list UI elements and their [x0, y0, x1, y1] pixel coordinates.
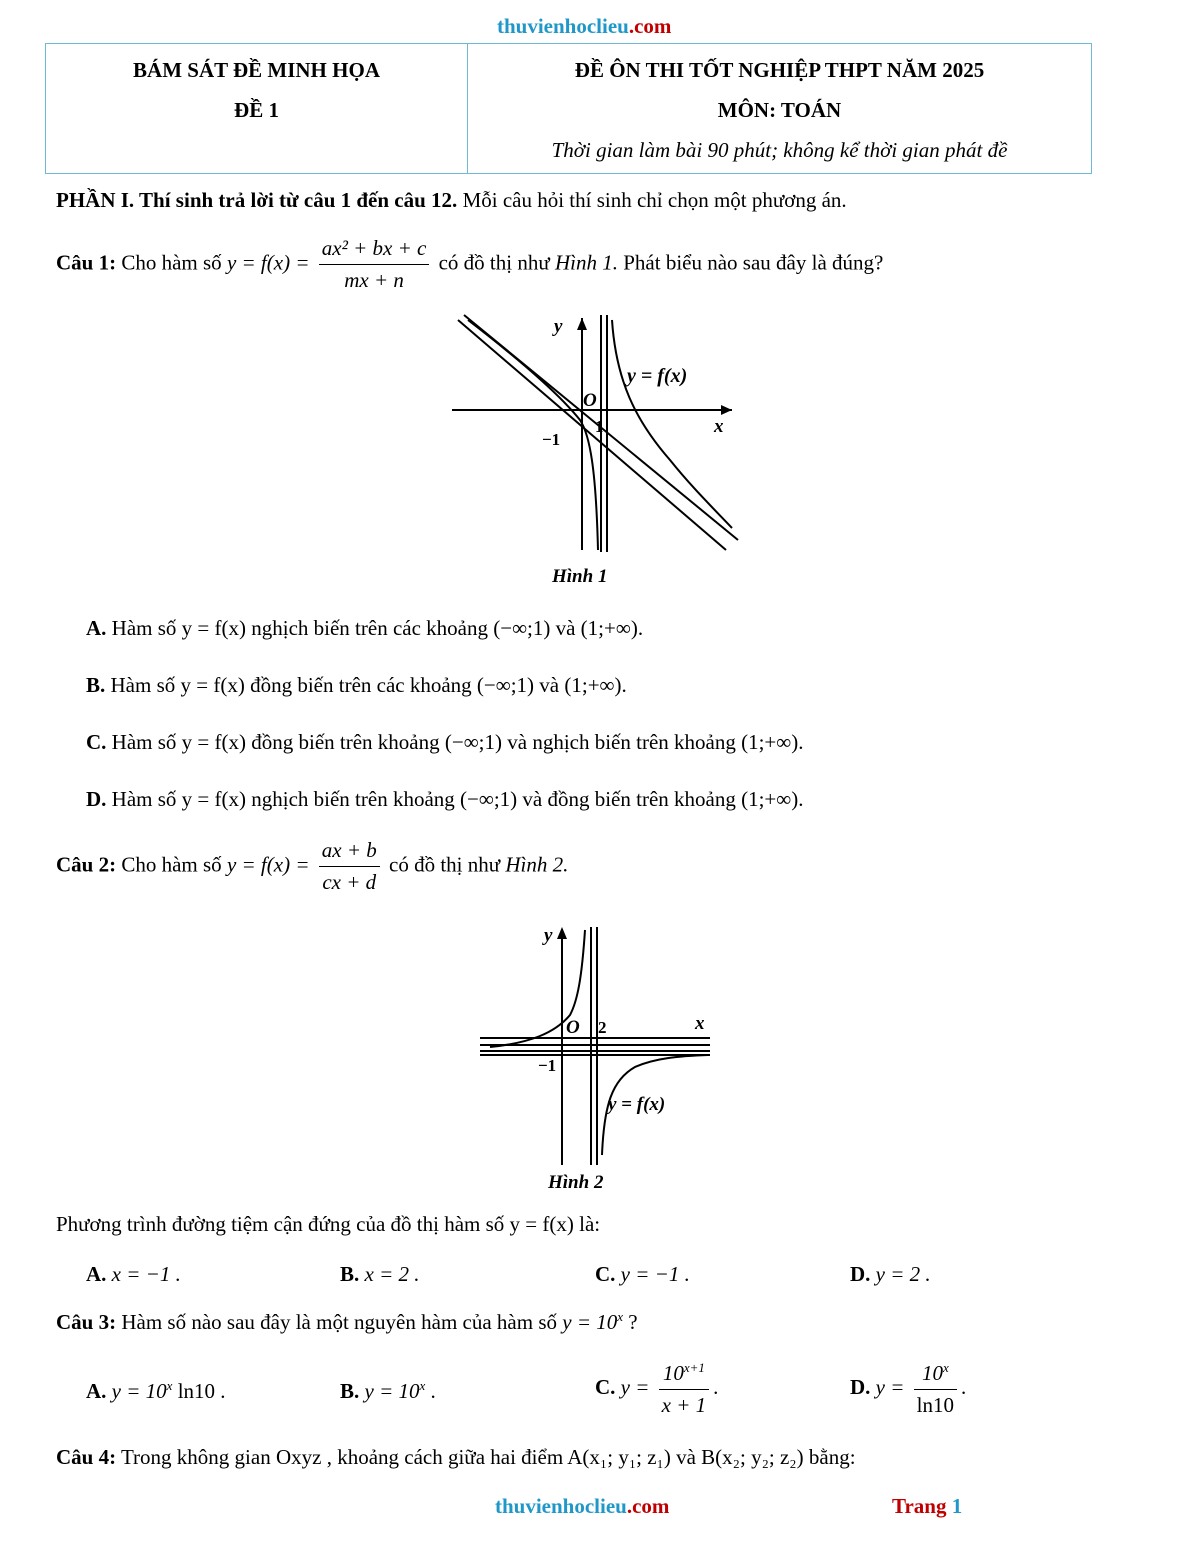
- option-b[interactable]: [86, 673, 627, 698]
- x-axis-label: x: [714, 416, 724, 437]
- tick-x-label: 2: [598, 1018, 607, 1037]
- tick-y-label: −1: [542, 430, 561, 449]
- option-letter: B.: [340, 1262, 360, 1286]
- option-letter: D.: [86, 787, 107, 811]
- y-axis-label: y: [554, 316, 563, 337]
- option-expr-tail: ln10 .: [172, 1379, 226, 1403]
- option-letter: A.: [86, 1379, 107, 1403]
- header-org: BÁM SÁT ĐỀ MINH HỌA: [133, 58, 380, 82]
- x-axis-label: x: [695, 1013, 705, 1034]
- page-word: Trang: [892, 1494, 947, 1518]
- option-expr: y =: [620, 1374, 650, 1399]
- question-text-tail: có đồ thị như: [389, 852, 506, 877]
- curve-label: y = f(x): [627, 365, 688, 387]
- figure-2-graph: [470, 915, 720, 1195]
- option-text: Hàm số y = f(x) nghịch biến trên các khoảng (−∞;1) và (1;+∞).: [111, 616, 644, 640]
- question-text-end: Phát biểu nào sau đây là đúng?: [617, 250, 884, 275]
- fraction: [914, 1360, 957, 1418]
- numerator-base: 10: [662, 1361, 684, 1385]
- option-letter: B.: [86, 673, 106, 697]
- y-axis-label: y: [544, 925, 553, 946]
- option-text: y = −1 .: [620, 1262, 690, 1286]
- option-d[interactable]: [850, 1262, 931, 1287]
- option-letter: D.: [850, 1374, 871, 1399]
- figure-ref: Hình 1.: [554, 250, 618, 275]
- part-instruction-rest: Mỗi câu hỏi thí sinh chỉ chọn một phương án.: [457, 188, 847, 212]
- origin-label: O: [583, 390, 597, 411]
- question-3: [56, 1309, 638, 1335]
- figure-1-graph: [440, 300, 750, 590]
- site-watermark-top: [497, 14, 671, 39]
- exponent: x: [942, 1360, 949, 1375]
- header-subject: MÔN: TOÁN: [717, 98, 842, 122]
- question-text: Hàm số nào sau đây là một nguyên hàm của hàm số: [121, 1310, 563, 1334]
- question-2-prompt: Phương trình đường tiệm cận đứng của đồ thị hàm số y = f(x) là:: [56, 1212, 601, 1236]
- header-time: Thời gian làm bài 90 phút; không kể thời gian phát đề: [551, 138, 1008, 162]
- exponent: x: [617, 1309, 624, 1324]
- question-text: Cho hàm số: [121, 250, 222, 275]
- option-c[interactable]: [595, 1262, 690, 1287]
- origin-label: O: [566, 1017, 580, 1038]
- denominator: x + 1: [661, 1393, 707, 1417]
- question-label: Câu 2:: [56, 852, 117, 877]
- numerator: [914, 1360, 957, 1390]
- denominator: ln10: [916, 1393, 955, 1417]
- option-text: Hàm số y = f(x) đồng biến trên khoảng (−∞;1) và nghịch biến trên khoảng (1;+∞).: [111, 730, 804, 754]
- option-c[interactable]: [595, 1360, 718, 1418]
- option-letter: C.: [595, 1374, 616, 1399]
- option-expr-tail: .: [713, 1374, 719, 1399]
- curve-label: y = f(x): [608, 1094, 666, 1115]
- page-num: 1: [951, 1494, 963, 1518]
- site-name: thuvienhoclieu: [495, 1494, 627, 1518]
- option-a[interactable]: [86, 616, 643, 641]
- header-exam-title: ĐỀ ÔN THI TỐT NGHIỆP THPT NĂM 2025: [574, 58, 985, 82]
- figure-ref: Hình 2.: [505, 852, 569, 877]
- option-text: Hàm số y = f(x) đồng biến trên các khoảng (−∞;1) và (1;+∞).: [110, 673, 627, 697]
- site-name: thuvienhoclieu: [497, 14, 629, 38]
- option-c[interactable]: [86, 730, 803, 755]
- numerator-base: 10: [921, 1361, 943, 1385]
- tick-x-label: 1: [595, 417, 604, 436]
- numerator: ax + b: [319, 838, 380, 867]
- x-axis-arrow: [721, 405, 732, 415]
- part-instruction: [56, 188, 847, 213]
- option-a[interactable]: [86, 1262, 181, 1287]
- question-text-tail: có đồ thị như: [438, 250, 555, 275]
- option-letter: A.: [86, 1262, 107, 1286]
- option-expr-tail: .: [425, 1379, 436, 1403]
- question-text: Trong không gian Oxyz , khoảng cách giữa hai điểm A(x₁; y₁; z₁) và B(x₂; y₂; z₂) bằng:: [120, 1445, 856, 1469]
- y-axis-arrow: [557, 927, 567, 939]
- fraction: [659, 1360, 710, 1418]
- function-expr: y = 10: [562, 1310, 618, 1334]
- option-text: y = 2 .: [875, 1262, 931, 1286]
- site-domain: .com: [628, 14, 672, 38]
- question-text: Cho hàm số: [121, 852, 222, 877]
- site-watermark-bottom: [495, 1494, 669, 1519]
- asymptote-oblique-b: [458, 320, 726, 550]
- option-d[interactable]: [86, 787, 803, 812]
- figure-caption: Hình 1: [552, 566, 608, 587]
- exponent: x+1: [683, 1360, 705, 1375]
- figure-caption: Hình 2: [548, 1172, 604, 1193]
- function-expr: y = f(x) =: [226, 852, 310, 877]
- numerator: ax² + bx + c: [319, 236, 430, 265]
- option-text: Hàm số y = f(x) nghịch biến trên khoảng (−∞;1) và đồng biến trên khoảng (1;+∞).: [111, 787, 804, 811]
- header-left-cell: [46, 44, 468, 174]
- function-expr: y = f(x) =: [226, 250, 310, 275]
- curve-left-branch: [468, 320, 598, 550]
- question-label: Câu 1:: [56, 250, 117, 275]
- option-letter: A.: [86, 616, 107, 640]
- question-1: [56, 236, 883, 293]
- site-domain: .com: [626, 1494, 670, 1518]
- question-label: Câu 4:: [56, 1445, 117, 1469]
- exponent: x: [166, 1378, 173, 1393]
- denominator: mx + n: [344, 268, 404, 292]
- exponent: x: [419, 1378, 426, 1393]
- question-text-end: ?: [623, 1310, 638, 1334]
- y-axis-arrow: [577, 318, 587, 330]
- part-instruction-bold: PHẦN I. Thí sinh trả lời từ câu 1 đến câu 12.: [56, 188, 458, 212]
- fraction: [319, 838, 380, 895]
- option-expr: y = 10: [364, 1379, 420, 1403]
- exam-header: [45, 43, 1092, 174]
- option-expr-tail: .: [961, 1374, 967, 1399]
- question-label: Câu 3:: [56, 1310, 117, 1334]
- option-letter: B.: [340, 1379, 360, 1403]
- option-d[interactable]: [850, 1360, 966, 1418]
- fraction: [319, 236, 430, 293]
- page-number: [892, 1494, 962, 1519]
- header-right-cell: [468, 44, 1092, 174]
- tick-y-label: −1: [538, 1056, 557, 1075]
- option-text: x = −1 .: [111, 1262, 181, 1286]
- option-letter: D.: [850, 1262, 871, 1286]
- question-2: [56, 838, 568, 895]
- option-b[interactable]: [340, 1378, 436, 1404]
- numerator: [659, 1360, 710, 1390]
- header-exam-number: ĐỀ 1: [234, 98, 279, 122]
- question-4: [56, 1445, 856, 1470]
- denominator: cx + d: [322, 870, 377, 894]
- option-a[interactable]: [86, 1378, 226, 1404]
- option-expr: y =: [875, 1374, 905, 1399]
- option-b[interactable]: [340, 1262, 420, 1287]
- option-letter: C.: [595, 1262, 616, 1286]
- option-letter: C.: [86, 730, 107, 754]
- option-expr: y = 10: [111, 1379, 167, 1403]
- option-text: x = 2 .: [364, 1262, 420, 1286]
